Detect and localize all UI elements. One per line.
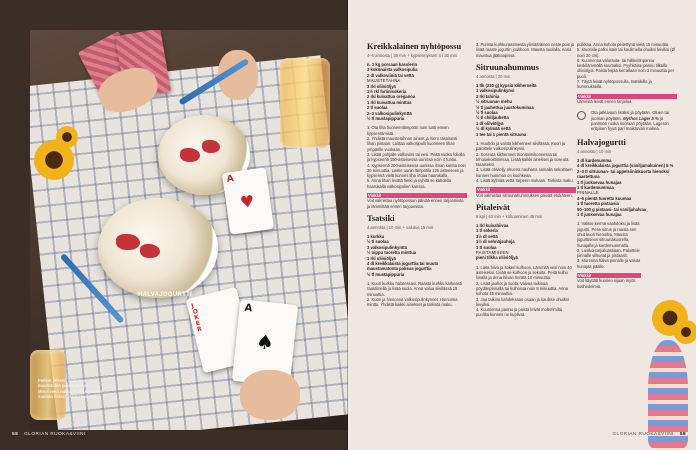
sunflower-icon [674, 320, 696, 344]
recipe-steps [476, 265, 576, 318]
ingredient-item: PAISTAMISEEN [476, 249, 509, 255]
ingredient-item: 1½ rkl fariinisokeria [367, 89, 407, 95]
ingredient-list [476, 83, 576, 137]
ingredient-item: 3 rkl oliiviöljyä [367, 83, 396, 89]
tip-badge: Vinkki! [476, 187, 576, 192]
ingredient-item: 3 rkl tahinia [476, 93, 500, 99]
ingredient-item: n. 1 kg porsaan kasslerin [367, 62, 418, 67]
recipe-tip [476, 187, 576, 198]
recipe-steps [476, 141, 576, 183]
step-item: 1. Valitse kerma vaahdoksi ja lisää jogurtti. Pese sitrus ja raasta sen ohut kuori hienoiksi. Mausta jogurttiseos sitruunakuorella, hunajalla ja kardemummalla. [577, 221, 640, 248]
ingredient-item: ½ tl suolaa [367, 239, 389, 245]
ingredient-item: 1 tl juoksevaa hunajaa [577, 179, 622, 185]
hand [240, 370, 300, 420]
ingredient-item: 2 dl valkoviiniä tai vettä [367, 72, 414, 78]
ingredient-list [476, 223, 576, 261]
sunflower-icon [56, 126, 78, 148]
tip-badge: Vinkki! [577, 94, 677, 99]
photo-caption: Pelikin jälkeen sinihimo muuttuukin puolihaneksi. Mouriseen makurinnan ehditään suolata halvalaisesta laidestä. [38, 378, 103, 400]
recipe-meta: 8 kpl | 40 min + kohoaminen 45 min [476, 213, 543, 219]
step-item: 1. Kuori kurkku halutessasi. Raasta kurkku karkeasti raastimella ja lisää suola. Anna valua siivilässä 15 minuuttia. [367, 281, 462, 297]
ingredient-item: 3 kokonaista valkosipulia [367, 67, 418, 73]
step-item: 2. Kuori ja hienonna valkosipulinkynnet. Hienonna minttu. Yhdistä kaikki ainekset ja tarkista maku. [367, 297, 458, 308]
recipe-meta: 4 annosta | 20 min [476, 73, 511, 79]
step-item: 2. Soseuta kikherneet monitoimikoneessa tai tehosekoittimessa. Lisää kaikki ainekset ja soseuta tasaiseksi. [476, 151, 569, 168]
recipe-title: Kreikkalainen nyhtöpossu [367, 42, 462, 51]
recipe-tip [577, 273, 641, 289]
ingredient-item: ½ dl kylmää vettä [476, 126, 511, 132]
step-item: 1. Ota liha huoneenlämpöön noin tunti ennen kypsentämistä. [367, 125, 449, 136]
ingredient-item: ½ sitruunan mehu [476, 99, 513, 105]
ingredient-item: 1 tl juoksevaa hunajaa [577, 211, 622, 217]
step-item: 1. Laita hiiva ja sokeri kulhoon. Lämmitä vesi noin 40 asteiseksi. Lisää se kulhoon ja sekoita. Peitä kulho liinalla ja anna hiivan herätä 10 minuuttia. [476, 264, 572, 281]
step-item: 4. Kypsennä 200-asteisessa uunissa ilman kantta noin 30 minuuttia. Laske uunin lämpötila 125 asteeseen ja kypsennä vielä kunnes liha irtoaa haarukalla. [367, 162, 466, 179]
tip-badge: Vinkki! [577, 273, 641, 278]
ingredient-item: 4–6 pientä tuoretta kuumaa [577, 195, 632, 201]
ingredient-item: 3 dl kardenumma [577, 157, 612, 163]
recipe-title: Pitaleivät [476, 202, 510, 212]
step-item: 2. Yhdistä maustetahnan aineet ja hiero tasaisesti lihan pintaan. Laittaa valkosipulit kuorineen lihan ympärille vuokaan. [367, 136, 458, 152]
ingredient-list [577, 158, 677, 217]
continued-step: 3. Purista kurkkuraasteesta ylimääräinen neste pois ja lisää raaste jogurtin joukkoon. Mausta suolalla. Anna maustua jääkaapissa. [476, 42, 575, 58]
drink-rest: ja panimon ruoka suoraan pöytään. Lageron erityisen hyvä pari maistuvan makea. [591, 115, 669, 132]
tip-text: Voit käyttää kuorien sijaan myös kotihedelmiä. [577, 278, 636, 289]
page-number: 58 [12, 432, 19, 437]
ingredient-item: 1 rkl kuivahiivaa [476, 222, 509, 228]
recipe-steps [577, 47, 677, 89]
ingredient-item: 4 dl kreikkalaista jogurttia (vaniljamakuinen) 5 % [577, 163, 674, 169]
tip-text: Voit valmistaa nyhtöpossun päivää ennen tarjoamista ja lämmittää ennen tarjoamista. [367, 198, 464, 209]
step-item: 2. Lisää jauhot ja suola. Vaivaa taikinaa pöydänpinnalla tai kulhossa noin 8 minuuttia. Anna kohota 45 minuuttia. [476, 280, 568, 297]
drink-brand: Mythos Lager 5 % [623, 115, 659, 121]
fig-fruit [116, 234, 140, 250]
ingredient-item: 50–100 g pistaasi- tai vaniljahalvaa [577, 206, 647, 212]
fig-fruit [180, 148, 200, 162]
drink-glass [280, 58, 330, 148]
ingredient-item: ½ tl mustapippuria [367, 116, 405, 122]
drink-text: Ota jatkuvaan lisäksi ja pöytään. Oluen tai juoman pöytään. [591, 110, 669, 121]
step-item: 3. Lisää oliiviöljy ohuena nauhana samalla sekoittaen kunnes hummus on kuohkeaa. [476, 167, 573, 178]
folio-left [12, 432, 86, 437]
step-item: 3. Jaa taikina kahdeksaan osaan ja kaulitse ohuiksi levyiksi. [476, 296, 569, 307]
tip-text: Lämmitä leivät ennen tarjoilua. [577, 98, 633, 104]
recipe-steps [367, 281, 467, 307]
ingredient-item: 1 rkl kuivattua minttua [367, 99, 412, 105]
recipe-meta: 4 annosta | 10 min + valutus 15 min [367, 224, 434, 230]
publication-name: GLORIAN RUOKA&VIINI [612, 432, 674, 437]
ingredient-item: 1 tlk (230 g) kypsiä kikherneitä [476, 82, 537, 88]
spade-icon: A [243, 302, 253, 315]
ingredient-item: 1 tl sokeria [476, 228, 498, 234]
step-item: 1. Huuhdo ja valuta kikherneet siivilässä. Kuori ja paloittele valkosipulinkynsi. [476, 140, 565, 152]
recipe-title: Tsatsiki [367, 213, 395, 223]
ingredient-item: 1 kurkku [367, 233, 385, 239]
heart-icon: ♥ [238, 191, 256, 213]
ingredient-item: ½ tl suolaa [476, 109, 498, 115]
step-item: 5. Muotoile palloi isäin tai kaulimella ohuiksi leiviksi (Ø noin 20 cm). [577, 47, 675, 58]
step-item: 7. Täytä leivät nyhtöpossulla, tsatsikilla ja hummuksella. [577, 79, 652, 90]
ingredient-item: 1 tl suolaa [476, 244, 497, 250]
ingredient-list [367, 62, 467, 121]
step-item: 5. Anna lihan levätä hetki ja nyhdä se kahdella haarukalla valkosipulien kanssa. [367, 178, 451, 189]
drink-pairing [577, 110, 677, 132]
step-item: 4. Lisää kylmää vettä tarpeen mukaan. Tarkista maku. [476, 178, 574, 184]
ingredient-item: 1½ dl vehnäjauhoja [476, 239, 515, 245]
dish-label: HALVAJOGURTTI [138, 292, 193, 298]
step-item: 4. Kuumenna pannu ja paista leivät molemmilta puolilta kunnes ne kuplivat. [476, 307, 563, 318]
recipe-title: Halvajogurtti [577, 137, 626, 147]
step-item: 2. Lusikoi tarjoiluastiaan. Paloittele pinnalle viikunat ja pistaasit. [577, 247, 640, 259]
recipe-steps [367, 125, 467, 189]
ingredient-item: ½ tl jauhettua juustokuminaa [476, 104, 534, 110]
ingredient-item: 1 rkl oliiviöljyä [367, 255, 396, 261]
ingredient-item: ½ nippu tuoretta minttua [367, 250, 417, 256]
ingredient-item: 1 tl tuoretta pistaasia [577, 201, 619, 207]
ingredient-item: 2–3 tl sitruunan- tai appelsiininkuorta hienoksi raastettuna [577, 168, 670, 180]
ingredient-item: 1 tee tai 1 pientä sitruuna [476, 131, 527, 137]
step-item: 3. Lisää pohjalle valkoviini tai vesi. Peitä vuoka foliolla ja kypsennä 150-asteisessa uunissa noin 4 tuntia. [367, 151, 465, 163]
fig-fruit [202, 140, 220, 153]
publication-name: GLORIAN RUOKA&VIINI [24, 432, 86, 437]
ingredient-list [367, 234, 467, 277]
heart-icon: A [226, 173, 235, 185]
step-item: 3. Murenna halva pinnalle ja valuta hunajaa päälle. [577, 258, 641, 269]
recipe-tip [577, 94, 677, 105]
ingredient-item: PINNALLE [577, 190, 599, 196]
recipe-steps [577, 221, 641, 269]
column-2 [476, 42, 576, 318]
recipe-tip [367, 193, 467, 209]
continued-step: pulkkaa. Anna kohota peitettynä vielä 15 minuuttia. [577, 42, 670, 47]
folio-right [612, 432, 686, 437]
step-item: 6. Kuumenna valurauta- tai hiilikeitinpannu keskilämmöllä kuumaksi. Pyyhkäise pannu tilkalla oliiviöljyä. Paista leipiä kerrallaan noin 3 minuuttia per puoli. [577, 57, 674, 79]
ingredient-item: 4 dl kreikkalaista jogurttia tai muuta maustamatonta paksua jogurttia [367, 260, 439, 272]
tip-badge: Vinkki! [367, 193, 467, 198]
column-3 [577, 42, 677, 289]
fig-fruit [140, 244, 160, 258]
food-photo [30, 30, 348, 430]
recipe-title: Sitruunahummus [476, 62, 539, 72]
playing-card-ace-hearts [222, 167, 274, 235]
ingredient-item: 2 tl suolaa [367, 105, 388, 111]
ingredient-item: 2–3 valkosipulinkynttä [367, 110, 412, 116]
page-number: 59 [679, 432, 686, 437]
glass-icon [577, 111, 586, 120]
ingredient-item: 3 valkosipulinkynttä [367, 244, 408, 250]
recipe-meta: 4 annosta | 10 min [577, 148, 612, 154]
recipe-meta: 4–6 annosta | 30 min + kypsennyksen 4 t 30 min [367, 53, 457, 58]
ingredient-item: ½ tl mustapippuria [367, 271, 405, 277]
ingredient-item: 1 tl kardemummaa [577, 184, 614, 190]
ingredient-item: 1 valkosipulinkynsi [476, 88, 515, 94]
ingredient-item: MAUSTETAHNA [367, 78, 401, 84]
right-page [348, 0, 696, 450]
joker-text: J O K E R [190, 302, 203, 334]
ingredient-item: pieni tilkka oliiviöljyä [476, 255, 518, 261]
spade-icon: ♠ [254, 329, 276, 355]
ingredient-item: 3½ dl vettä [476, 233, 498, 239]
column-1 [367, 42, 467, 308]
ingredient-item: 1 dl oliiviöljyä [476, 120, 504, 126]
tip-text: Voit valmistaa sitruunahummuksen päivää etukäteen. [476, 192, 573, 198]
ingredient-item: 2 rkl kuivattua oreganoa [367, 94, 416, 100]
ingredient-item: ½ tl chilijauhetta [476, 115, 509, 121]
